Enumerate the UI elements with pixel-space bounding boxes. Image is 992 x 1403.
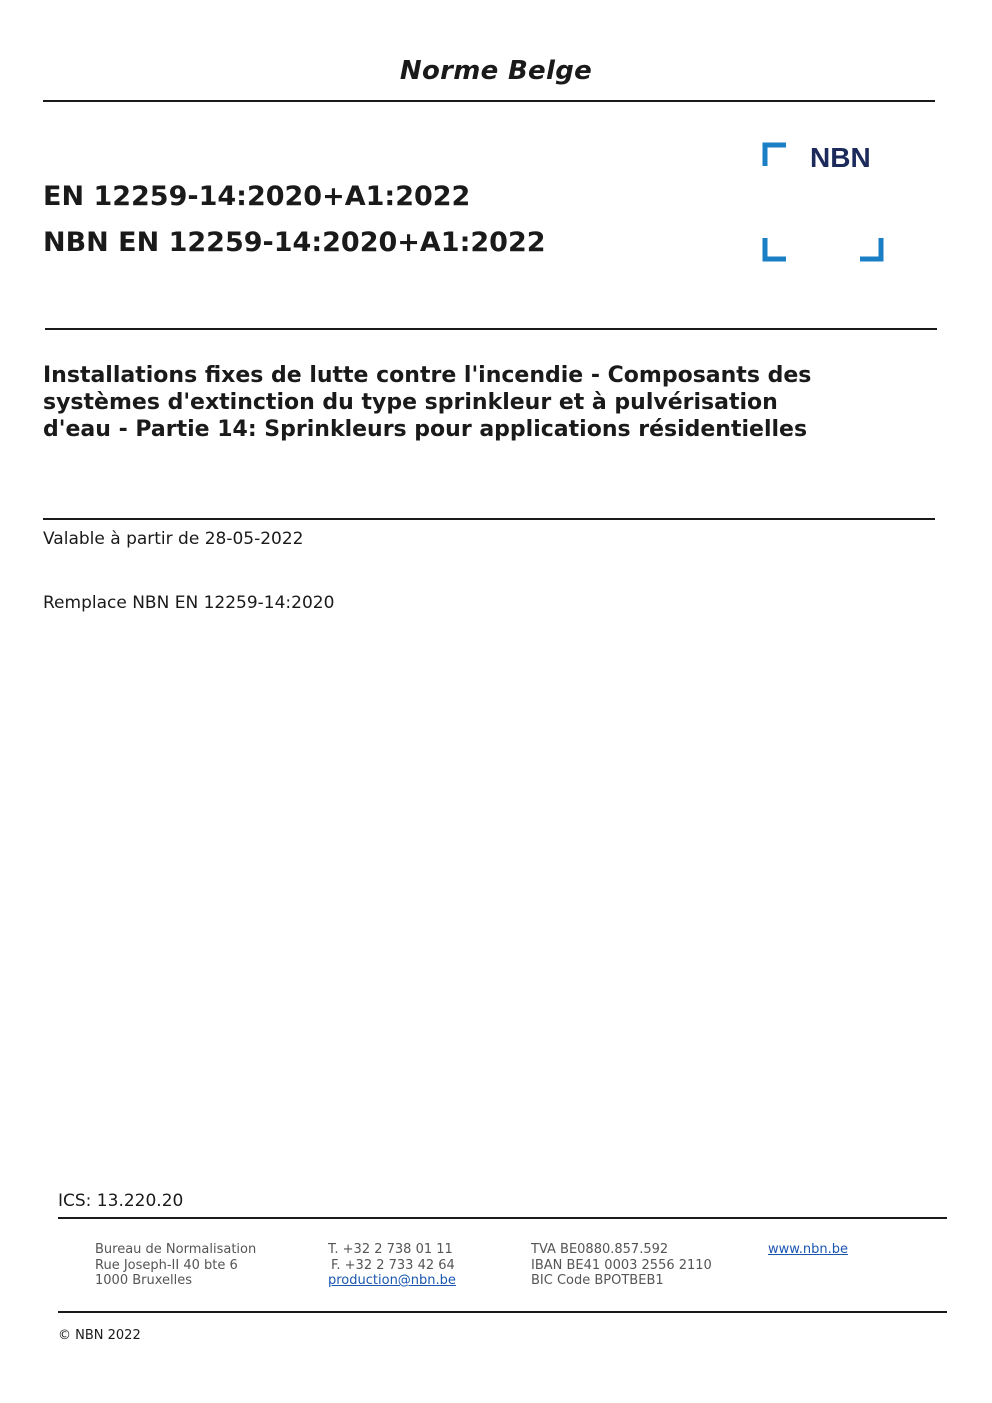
- address-line-3: 1000 Bruxelles: [95, 1273, 193, 1288]
- divider-after-title: [43, 518, 935, 520]
- divider-after-codes: [45, 328, 937, 330]
- top-divider: [43, 100, 935, 102]
- bic-code: BIC Code BPOTBEB1: [531, 1273, 664, 1288]
- address-line-1: Bureau de Normalisation: [95, 1242, 257, 1257]
- title-line-1: Installations fixes de lutte contre l'incendie - Composants des: [43, 363, 812, 388]
- iban-number: IBAN BE41 0003 2556 2110: [531, 1257, 712, 1273]
- code-en: EN 12259-14:2020+A1:2022: [43, 181, 471, 212]
- code-nbn: NBN EN 12259-14:2020+A1:2022: [43, 227, 546, 258]
- website-link[interactable]: www.nbn.be: [768, 1242, 848, 1257]
- norme-belge-heading: Norme Belge: [399, 56, 593, 86]
- email-link[interactable]: production@nbn.be: [328, 1273, 456, 1288]
- logo-bracket-bottom-left: [765, 238, 786, 259]
- replaces-standard: Remplace NBN EN 12259-14:2020: [43, 593, 335, 613]
- address-line-2: Rue Joseph-II 40 bte 6: [95, 1257, 238, 1273]
- title-line-2: systèmes d'extinction du type sprinkleur et à pulvérisation: [43, 390, 778, 415]
- validity-date: Valable à partir de 28-05-2022: [43, 529, 304, 549]
- footer-bottom-divider: [58, 1311, 947, 1313]
- nbn-logo: [760, 140, 886, 264]
- phone-number: T. +32 2 738 01 11: [328, 1242, 453, 1257]
- footer-website: [768, 1242, 848, 1258]
- standard-codes: [43, 174, 546, 266]
- footer-banking: [531, 1242, 712, 1289]
- logo-bracket-top-left: [765, 145, 786, 166]
- logo-text: NBN: [810, 142, 871, 173]
- footer-top-divider: [58, 1217, 947, 1219]
- fax-number: F. +32 2 733 42 64: [331, 1257, 455, 1273]
- copyright: © NBN 2022: [58, 1328, 141, 1343]
- title-line-3: d'eau - Partie 14: Sprinkleurs pour applications résidentielles: [43, 417, 808, 442]
- footer-address: [95, 1242, 256, 1289]
- tva-number: TVA BE0880.857.592: [531, 1242, 669, 1257]
- footer-contact: [328, 1242, 456, 1289]
- document-title: [43, 362, 903, 443]
- ics-code: ICS: 13.220.20: [58, 1191, 184, 1211]
- logo-bracket-bottom-right: [860, 238, 881, 259]
